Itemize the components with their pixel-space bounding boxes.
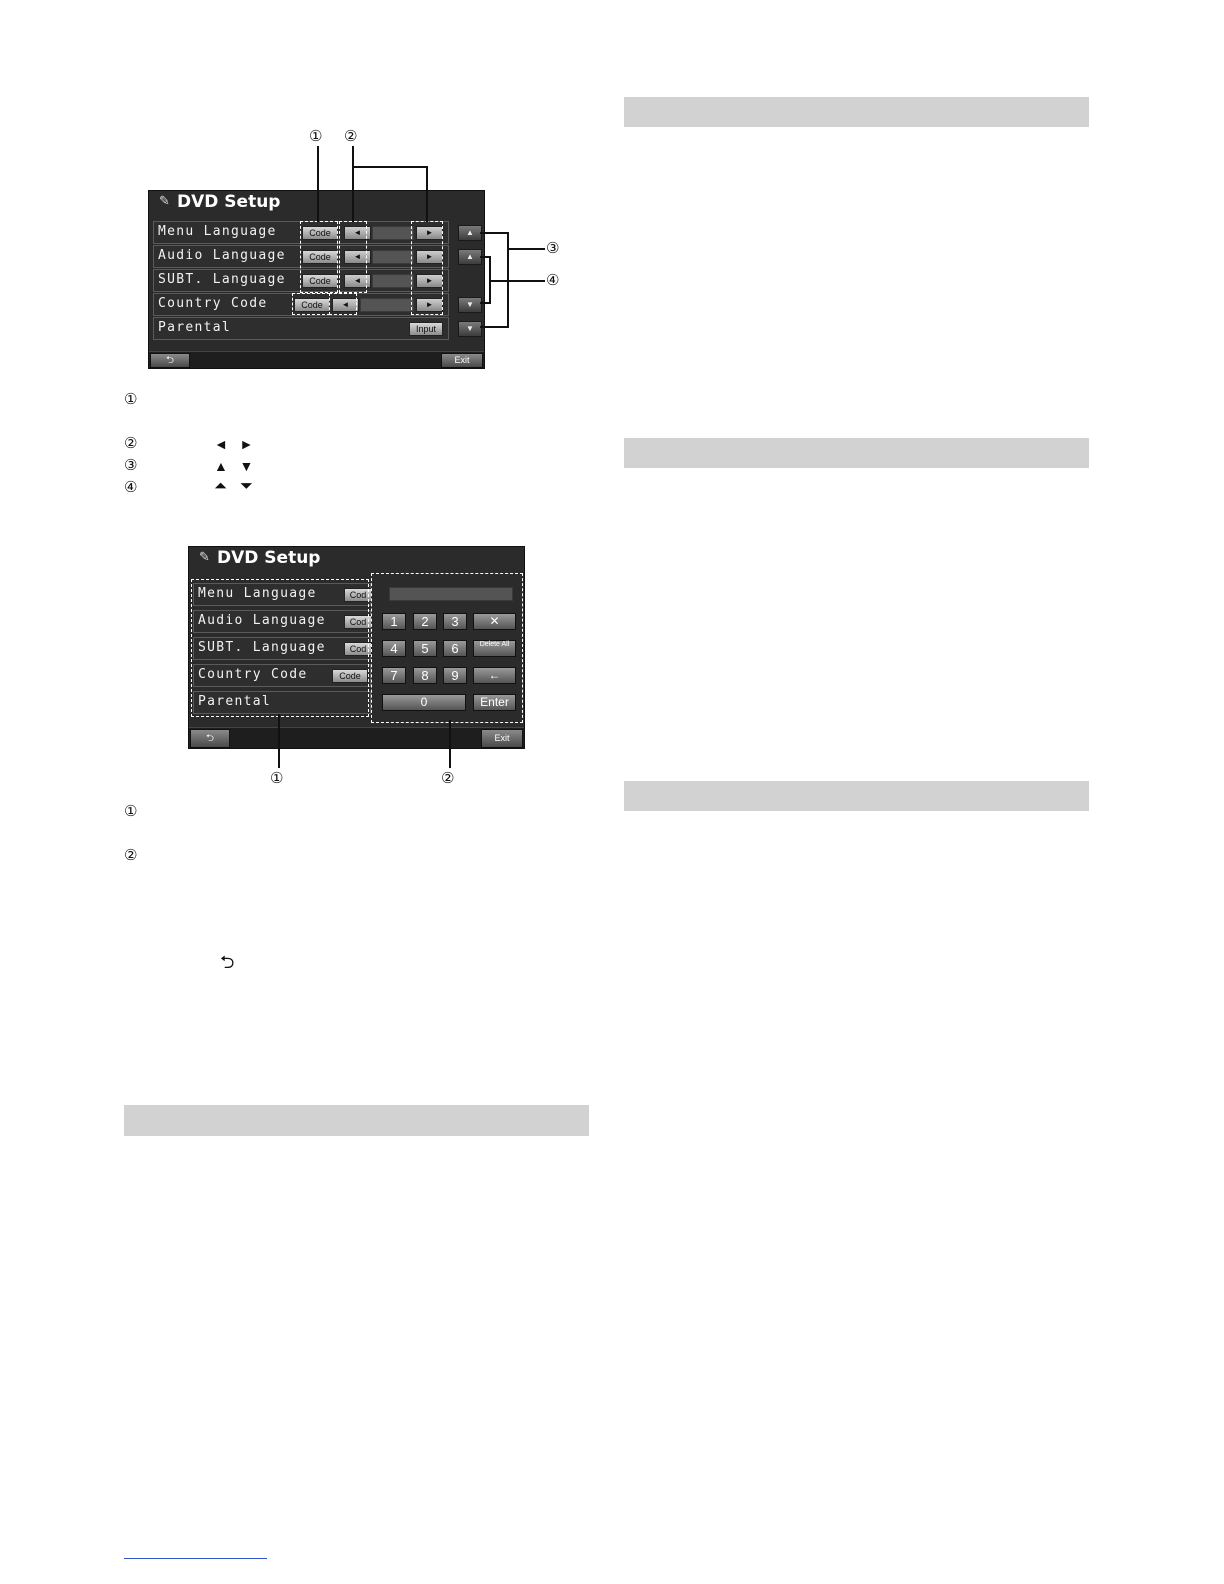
key-6[interactable]: 6 — [443, 640, 467, 657]
code-button[interactable]: Code — [302, 226, 338, 240]
left-arrow-highlight-country — [329, 293, 357, 315]
exit-button[interactable]: Exit — [441, 353, 483, 368]
row-label: Menu Language — [158, 224, 277, 239]
left-arrow-button[interactable]: ◄ — [344, 226, 371, 240]
legend-number: ③ — [124, 456, 138, 474]
screen-title: ✎ DVD Setup — [159, 192, 281, 212]
key-7[interactable]: 7 — [382, 667, 406, 684]
left-arrow-button[interactable]: ◄ — [332, 298, 359, 312]
row-label: SUBT. Language — [198, 640, 326, 655]
code-button[interactable]: Code — [294, 298, 330, 312]
exit-button[interactable]: Exit — [481, 729, 523, 748]
callout-1: ① — [309, 127, 323, 145]
footer-rule — [124, 1558, 267, 1559]
left-right-arrow-icon: ◄ ► — [214, 436, 254, 452]
code-button[interactable]: Code — [332, 669, 368, 683]
screen-title: ✎ DVD Setup — [199, 548, 321, 568]
code-column-highlight — [300, 221, 338, 293]
left-arrow-button[interactable]: ◄ — [344, 274, 371, 288]
row-label: SUBT. Language — [158, 272, 286, 287]
section-header-bar — [624, 438, 1089, 468]
leader-line — [426, 166, 428, 222]
callout-4: ④ — [546, 271, 560, 289]
code-button[interactable]: Cod — [344, 588, 372, 602]
section-header-bar — [624, 97, 1089, 127]
row-label: Parental — [198, 694, 272, 709]
row-label: Audio Language — [158, 248, 286, 263]
section-header-bar — [124, 1105, 589, 1136]
input-button[interactable]: Input — [409, 322, 443, 336]
row-label: Country Code — [158, 296, 268, 311]
legend-number: ① — [124, 802, 138, 820]
code-highlight-country — [292, 293, 330, 315]
key-1[interactable]: 1 — [382, 613, 406, 630]
callout-2: ② — [441, 769, 455, 787]
page-up-down-icon: ⏶ ⏷ — [214, 478, 253, 495]
key-0[interactable]: 0 — [382, 694, 466, 711]
clear-button[interactable]: ✕ — [473, 613, 516, 630]
leader-line — [278, 714, 280, 768]
leader-line — [507, 248, 545, 250]
right-arrow-highlight — [411, 221, 443, 315]
settings-icon: ✎ — [159, 194, 170, 209]
key-5[interactable]: 5 — [413, 640, 437, 657]
back-button[interactable]: ⮌ — [190, 729, 230, 748]
code-button[interactable]: Code — [302, 274, 338, 288]
value-display — [372, 250, 414, 264]
settings-icon: ✎ — [199, 550, 210, 565]
dvd-setup-screen-2 — [188, 546, 525, 749]
row-label: Audio Language — [198, 613, 326, 628]
bottom-bar — [189, 727, 524, 748]
page-up-button[interactable]: ▲ — [458, 249, 482, 265]
key-3[interactable]: 3 — [443, 613, 467, 630]
legend-number: ① — [124, 390, 138, 408]
right-arrow-button[interactable]: ► — [416, 226, 443, 240]
code-button[interactable]: Cod — [344, 615, 372, 629]
value-display — [372, 226, 414, 240]
row-label: Parental — [158, 320, 232, 335]
scroll-down-button[interactable]: ▼ — [458, 321, 482, 337]
legend-number: ② — [124, 846, 138, 864]
page-down-button[interactable]: ▼ — [458, 297, 482, 313]
parental-row — [153, 317, 449, 340]
scroll-up-button[interactable]: ▲ — [458, 225, 482, 241]
leader-line — [489, 280, 545, 282]
backspace-button[interactable]: ← — [473, 667, 516, 684]
enter-button[interactable]: Enter — [473, 694, 516, 711]
back-icon: ⮌ — [220, 952, 235, 972]
delete-all-button[interactable]: Delete All — [473, 640, 516, 657]
legend-number: ② — [124, 434, 138, 452]
leader-line — [480, 326, 508, 328]
leader-line — [317, 146, 319, 222]
left-arrow-highlight — [339, 221, 367, 293]
up-down-arrow-icon: ▲ ▼ — [214, 458, 254, 474]
row-label: Menu Language — [198, 586, 317, 601]
key-8[interactable]: 8 — [413, 667, 437, 684]
legend-number: ④ — [124, 478, 138, 496]
value-display — [360, 298, 414, 312]
key-4[interactable]: 4 — [382, 640, 406, 657]
bottom-bar — [149, 351, 484, 368]
right-arrow-button[interactable]: ► — [416, 274, 443, 288]
callout-2: ② — [344, 127, 358, 145]
section-header-bar — [624, 781, 1089, 811]
key-9[interactable]: 9 — [443, 667, 467, 684]
value-display — [372, 274, 414, 288]
key-2[interactable]: 2 — [413, 613, 437, 630]
setting-list-highlight — [191, 579, 369, 717]
left-arrow-button[interactable]: ◄ — [344, 250, 371, 264]
callout-1: ① — [270, 769, 284, 787]
right-arrow-button[interactable]: ► — [416, 250, 443, 264]
leader-line — [352, 146, 354, 222]
leader-line — [449, 720, 451, 768]
keypad-highlight — [371, 573, 523, 723]
right-arrow-button[interactable]: ► — [416, 298, 443, 312]
callout-3: ③ — [546, 239, 560, 257]
leader-line — [352, 166, 428, 168]
leader-line — [480, 232, 508, 234]
row-label: Country Code — [198, 667, 308, 682]
back-button[interactable]: ⮌ — [150, 353, 190, 368]
code-button[interactable]: Code — [302, 250, 338, 264]
code-button[interactable]: Cod — [344, 642, 372, 656]
